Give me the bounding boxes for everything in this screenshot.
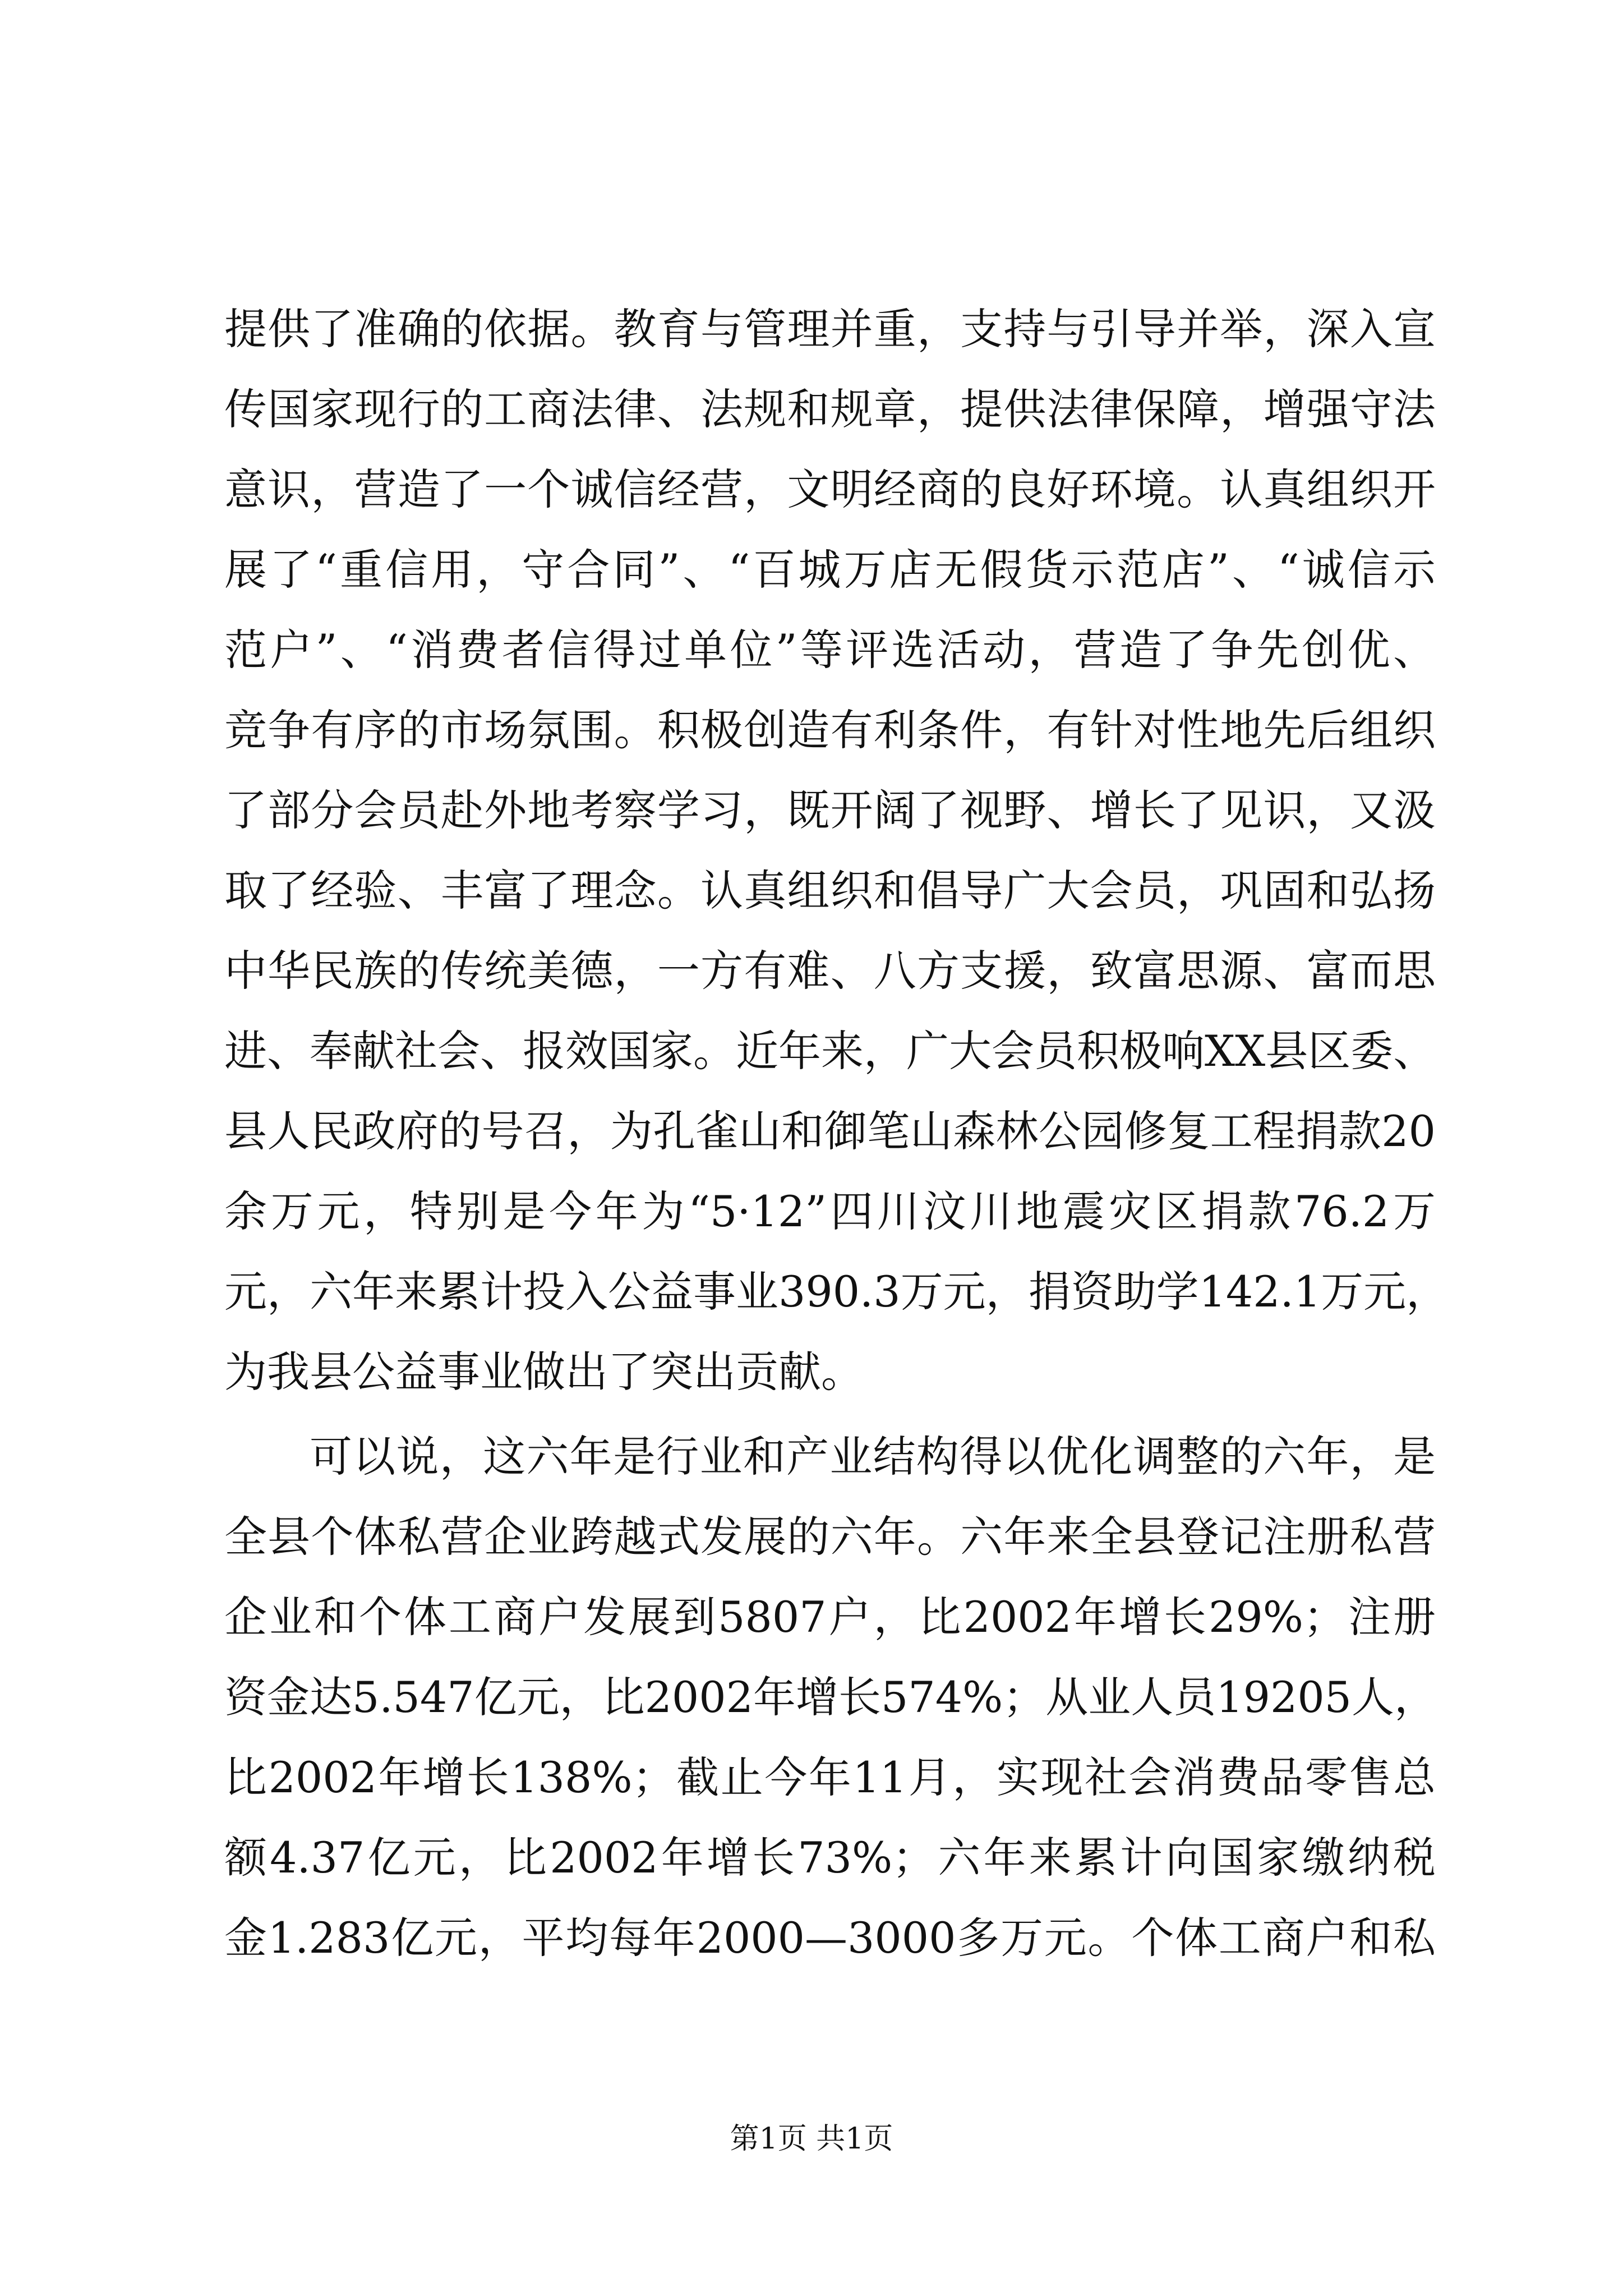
paragraph-2-line: 资金达5.547亿元，比2002年增长574%；从业人员19205人，: [224, 1672, 1437, 1722]
paragraph-1-line: 提供了准确的依据。教育与管理并重，支持与引导并举，深入宣: [224, 304, 1436, 354]
paragraph-1-line: 余万元，特别是今年为“5·12”四川汶川地震灾区捐款76.2万: [224, 1186, 1436, 1236]
paragraph-2-line: 全县个体私营企业跨越式发展的六年。六年来全县登记注册私营: [224, 1512, 1436, 1562]
paragraph-2-line: 企业和个体工商户发展到5807户，比2002年增长29%；注册: [224, 1592, 1436, 1642]
paragraph-2-line: 可以说，这六年是行业和产业结构得以优化调整的六年，是: [310, 1432, 1436, 1481]
paragraph-1-line: 范户”、“消费者信得过单位”等评选活动，营造了争先创优、: [224, 625, 1436, 675]
paragraph-1-line: 传国家现行的工商法律、法规和规章，提供法律保障，增强守法: [224, 384, 1436, 434]
paragraph-1-line: 中华民族的传统美德，一方有难、八方支援，致富思源、富而思: [224, 946, 1436, 996]
paragraph-1-line: 为我县公益事业做出了突出贡献。: [224, 1347, 864, 1397]
paragraph-1-line: 县人民政府的号召，为孔雀山和御笔山森林公园修复工程捐款20: [224, 1106, 1436, 1156]
paragraph-1-line: 元，六年来累计投入公益事业390.3万元，捐资助学142.1万元，: [224, 1267, 1449, 1317]
document-body: [224, 289, 1449, 1978]
paragraph-gap: [224, 1412, 1436, 1416]
paragraph-2-line: 额4.37亿元，比2002年增长73%；六年来累计向国家缴纳税: [224, 1833, 1436, 1883]
paragraph-1-line: 进、奉献社会、报效国家。近年来，广大会员积极响XX县区委、: [224, 1026, 1436, 1076]
paragraph-1-line: 意识，营造了一个诚信经营，文明经商的良好环境。认真组织开: [224, 464, 1436, 514]
paragraph-2-line: 比2002年增长138%；截止今年11月，实现社会消费品零售总: [224, 1752, 1436, 1802]
paragraph-1-line: 展了“重信用，守合同”、“百城万店无假货示范店”、“诚信示: [224, 545, 1436, 595]
page-footer: 第1页 共1页: [730, 2122, 893, 2156]
paragraph-1-line: 竞争有序的市场氛围。积极创造有利条件，有针对性地先后组织: [224, 705, 1436, 755]
paragraph-2-line: 金1.283亿元，平均每年2000—3000多万元。个体工商户和私: [224, 1913, 1436, 1963]
paragraph-1-line: 取了经验、丰富了理念。认真组织和倡导广大会员，巩固和弘扬: [224, 866, 1436, 915]
paragraph-1-line: 了部分会员赴外地考察学习，既开阔了视野、增长了见识，又汲: [224, 785, 1436, 835]
